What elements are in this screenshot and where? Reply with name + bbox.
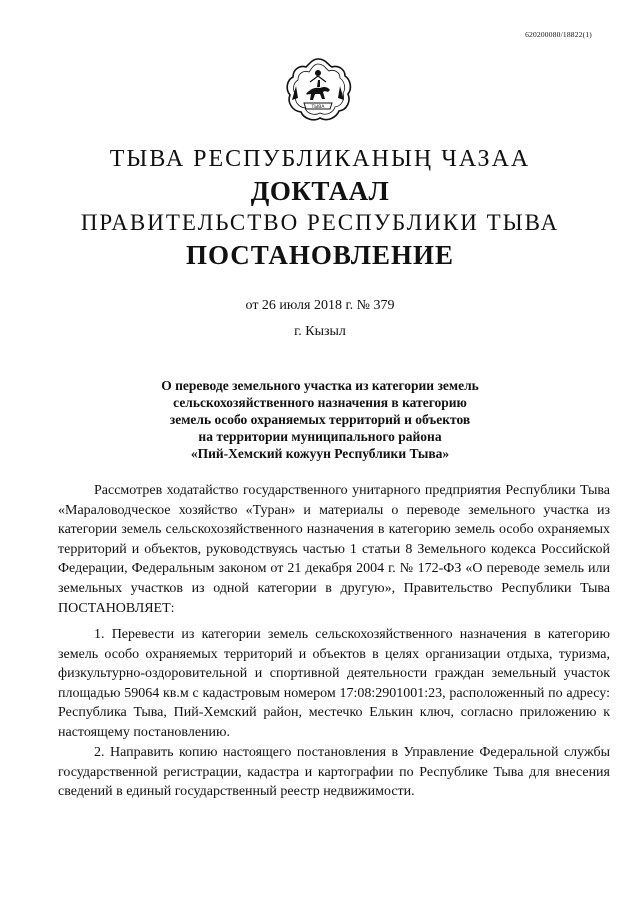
paragraph-text: 1. Перевести из категории земель сельскохозяйственного назначения в категорию земель особо охраняемых территорий и объектов в целях организации отдыха, туризма, физкультурно-оздоровительной и спортивной деятельности граждан земельный участок площадью 59064 кв.м с кадастровым номером 17:08:2901001:23, расположенный по адресу: Республика Тыва, Пий-Хемский район, местечко Елькин ключ, согласно приложению к настоящему постановлению. [58,627,610,740]
document-title [60,377,580,462]
title-line: «Пий-Хемский кожуун Республики Тыва» [190,446,450,461]
city-line: г. Кызыл [294,324,346,339]
header-postanovlenie: ПОСТАНОВЛЕНИЕ [185,240,455,270]
title-line: земель особо охраняемых территорий и объектов [169,412,471,427]
document-code: 620200080/18822(1) [525,30,592,39]
title-line: сельскохозяйственного назначения в категорию [173,395,467,410]
header-tuva: ТЫВА РЕСПУБЛИКАНЫҢ ЧАЗАА [109,146,531,172]
coat-of-arms-icon [282,56,354,126]
title-line: на территории муниципального района [198,429,442,444]
header-government: ПРАВИТЕЛЬСТВО РЕСПУБЛИКИ ТЫВА [80,210,560,235]
paragraph-text: Рассмотрев ходатайство государственного унитарного предприятия Республики Тыва «Мараловодческое хозяйство «Туран» и материалы о переводе земельного участка из категории земель сельскохозяйственного назначения в категорию земель особо охраняемых территорий и объектов, руководствуясь частью 1 статьи 8 Земельного кодекса Российской Федерации, Федеральным законом от 21 декабря 2004 г. № 172-ФЗ «О переводе земель или земельных участков из одной категории в другую», Правительство Республики Тыва ПОСТАНОВЛЯЕТ: [58,483,610,616]
paragraph-preamble [58,481,610,618]
title-line: О переводе земельного участка из категории земель [161,378,479,393]
date-line: от 26 июля 2018 г. № 379 [245,298,395,313]
header-doktaal: ДОКТААЛ [250,176,390,206]
paragraph-item-1 [58,625,610,743]
paragraph-item-2 [58,743,610,802]
emblem-ribbon-text: ТЫВА [311,105,325,110]
paragraph-text: 2. Направить копию настоящего постановления в Управление Федеральной службы государственной регистрации, кадастра и картографии по Республике Тыва для внесения сведений в единый государственный реестр недвижимости. [58,745,610,800]
